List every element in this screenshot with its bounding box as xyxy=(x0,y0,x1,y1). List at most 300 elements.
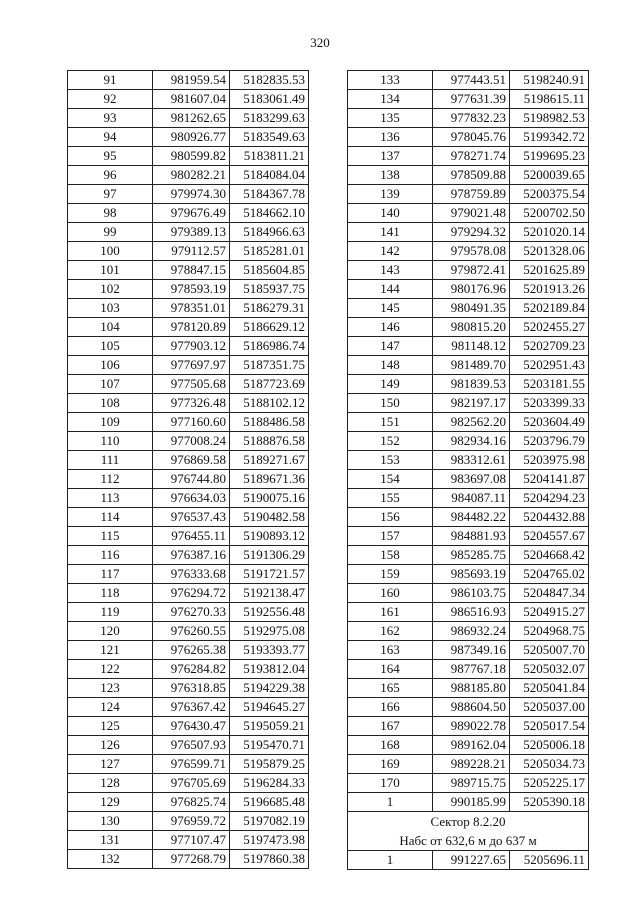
y-coordinate-cell: 5203604.49 xyxy=(510,413,589,432)
table-row xyxy=(348,413,589,432)
x-coordinate-cell: 979578.08 xyxy=(433,242,510,261)
y-coordinate-cell: 5204968.75 xyxy=(510,622,589,641)
x-coordinate-cell: 988604.50 xyxy=(433,698,510,717)
y-coordinate-cell: 5202455.27 xyxy=(510,318,589,337)
point-number-cell: 160 xyxy=(348,584,433,603)
point-number-cell: 139 xyxy=(348,185,433,204)
table-row xyxy=(68,451,309,470)
x-coordinate-cell: 976634.03 xyxy=(153,489,230,508)
table-row xyxy=(348,774,589,793)
point-number-cell: 155 xyxy=(348,489,433,508)
x-coordinate-cell: 987349.16 xyxy=(433,641,510,660)
table-row xyxy=(348,223,589,242)
x-coordinate-cell: 976318.85 xyxy=(153,679,230,698)
table-row xyxy=(68,166,309,185)
table-row xyxy=(348,793,589,812)
y-coordinate-cell: 5195470.71 xyxy=(230,736,309,755)
y-coordinate-cell: 5189271.67 xyxy=(230,451,309,470)
x-coordinate-cell: 978759.89 xyxy=(433,185,510,204)
y-coordinate-cell: 5183299.63 xyxy=(230,109,309,128)
point-number-cell: 156 xyxy=(348,508,433,527)
table-row xyxy=(348,717,589,736)
x-coordinate-cell: 979112.57 xyxy=(153,242,230,261)
y-coordinate-cell: 5186986.74 xyxy=(230,337,309,356)
x-coordinate-cell: 978045.76 xyxy=(433,128,510,147)
x-coordinate-cell: 980282.21 xyxy=(153,166,230,185)
x-coordinate-cell: 977631.39 xyxy=(433,90,510,109)
y-coordinate-cell: 5193812.04 xyxy=(230,660,309,679)
point-number-cell: 127 xyxy=(68,755,153,774)
x-coordinate-cell: 977326.48 xyxy=(153,394,230,413)
x-coordinate-cell: 988185.80 xyxy=(433,679,510,698)
y-coordinate-cell: 5187723.69 xyxy=(230,375,309,394)
y-coordinate-cell: 5186279.31 xyxy=(230,299,309,318)
y-coordinate-cell: 5205390.18 xyxy=(510,793,589,812)
x-coordinate-cell: 983697.08 xyxy=(433,470,510,489)
y-coordinate-cell: 5201625.89 xyxy=(510,261,589,280)
point-number-cell: 169 xyxy=(348,755,433,774)
point-number-cell: 143 xyxy=(348,261,433,280)
y-coordinate-cell: 5188876.58 xyxy=(230,432,309,451)
point-number-cell: 142 xyxy=(348,242,433,261)
point-number-cell: 93 xyxy=(68,109,153,128)
point-number-cell: 118 xyxy=(68,584,153,603)
table-row xyxy=(68,337,309,356)
y-coordinate-cell: 5197473.98 xyxy=(230,831,309,850)
table-row xyxy=(68,641,309,660)
point-number-cell: 170 xyxy=(348,774,433,793)
x-coordinate-cell: 981839.53 xyxy=(433,375,510,394)
table-row xyxy=(348,508,589,527)
point-number-cell: 144 xyxy=(348,280,433,299)
table-row xyxy=(348,584,589,603)
point-number-cell: 98 xyxy=(68,204,153,223)
sector-header-cell xyxy=(348,812,589,851)
y-coordinate-cell: 5195059.21 xyxy=(230,717,309,736)
x-coordinate-cell: 981489.70 xyxy=(433,356,510,375)
table-row xyxy=(348,755,589,774)
point-number-cell: 129 xyxy=(68,793,153,812)
y-coordinate-cell: 5205696.11 xyxy=(510,851,589,870)
y-coordinate-cell: 5187351.75 xyxy=(230,356,309,375)
point-number-cell: 128 xyxy=(68,774,153,793)
table-row xyxy=(68,717,309,736)
table-row xyxy=(348,185,589,204)
y-coordinate-cell: 5189671.36 xyxy=(230,470,309,489)
y-coordinate-cell: 5200702.50 xyxy=(510,204,589,223)
y-coordinate-cell: 5191306.29 xyxy=(230,546,309,565)
x-coordinate-cell: 989162.04 xyxy=(433,736,510,755)
x-coordinate-cell: 981262.65 xyxy=(153,109,230,128)
x-coordinate-cell: 977160.60 xyxy=(153,413,230,432)
point-number-cell: 117 xyxy=(68,565,153,584)
x-coordinate-cell: 977268.79 xyxy=(153,850,230,869)
y-coordinate-cell: 5204141.87 xyxy=(510,470,589,489)
table-row xyxy=(348,679,589,698)
point-number-cell: 111 xyxy=(68,451,153,470)
table-row xyxy=(348,527,589,546)
y-coordinate-cell: 5203181.55 xyxy=(510,375,589,394)
y-coordinate-cell: 5184966.63 xyxy=(230,223,309,242)
table-row xyxy=(348,432,589,451)
table-row xyxy=(348,299,589,318)
point-number-cell: 153 xyxy=(348,451,433,470)
x-coordinate-cell: 984881.93 xyxy=(433,527,510,546)
y-coordinate-cell: 5204765.02 xyxy=(510,565,589,584)
y-coordinate-cell: 5202189.84 xyxy=(510,299,589,318)
x-coordinate-cell: 984087.11 xyxy=(433,489,510,508)
y-coordinate-cell: 5204915.27 xyxy=(510,603,589,622)
point-number-cell: 166 xyxy=(348,698,433,717)
point-number-cell: 136 xyxy=(348,128,433,147)
point-number-cell: 113 xyxy=(68,489,153,508)
point-number-cell: 130 xyxy=(68,812,153,831)
x-coordinate-cell: 980926.77 xyxy=(153,128,230,147)
page-number: 320 xyxy=(310,35,330,50)
point-number-cell: 163 xyxy=(348,641,433,660)
table-row xyxy=(68,185,309,204)
y-coordinate-cell: 5188102.12 xyxy=(230,394,309,413)
x-coordinate-cell: 979021.48 xyxy=(433,204,510,223)
y-coordinate-cell: 5198240.91 xyxy=(510,71,589,90)
y-coordinate-cell: 5201328.06 xyxy=(510,242,589,261)
sector-title: Сектор 8.2.20 xyxy=(430,814,506,829)
y-coordinate-cell: 5182835.53 xyxy=(230,71,309,90)
y-coordinate-cell: 5184367.78 xyxy=(230,185,309,204)
point-number-cell: 92 xyxy=(68,90,153,109)
point-number-cell: 119 xyxy=(68,603,153,622)
table-row xyxy=(348,451,589,470)
sector-header-row xyxy=(348,812,589,851)
y-coordinate-cell: 5203975.98 xyxy=(510,451,589,470)
y-coordinate-cell: 5205037.00 xyxy=(510,698,589,717)
x-coordinate-cell: 976387.16 xyxy=(153,546,230,565)
x-coordinate-cell: 985285.75 xyxy=(433,546,510,565)
table-row xyxy=(68,698,309,717)
point-number-cell: 137 xyxy=(348,147,433,166)
table-row xyxy=(68,356,309,375)
point-number-cell: 126 xyxy=(68,736,153,755)
table-row xyxy=(68,622,309,641)
y-coordinate-cell: 5185604.85 xyxy=(230,261,309,280)
y-coordinate-cell: 5195879.25 xyxy=(230,755,309,774)
y-coordinate-cell: 5190075.16 xyxy=(230,489,309,508)
point-number-cell: 125 xyxy=(68,717,153,736)
y-coordinate-cell: 5204432.88 xyxy=(510,508,589,527)
y-coordinate-cell: 5197082.19 xyxy=(230,812,309,831)
y-coordinate-cell: 5184084.04 xyxy=(230,166,309,185)
point-number-cell: 116 xyxy=(68,546,153,565)
point-number-cell: 151 xyxy=(348,413,433,432)
x-coordinate-cell: 979872.41 xyxy=(433,261,510,280)
point-number-cell: 133 xyxy=(348,71,433,90)
x-coordinate-cell: 987767.18 xyxy=(433,660,510,679)
y-coordinate-cell: 5190893.12 xyxy=(230,527,309,546)
table-row xyxy=(68,394,309,413)
table-row xyxy=(68,147,309,166)
table-row xyxy=(68,527,309,546)
table-row xyxy=(68,470,309,489)
coordinates-table-right xyxy=(347,70,589,870)
table-row xyxy=(348,470,589,489)
y-coordinate-cell: 5200039.65 xyxy=(510,166,589,185)
table-row xyxy=(348,489,589,508)
table-row xyxy=(348,280,589,299)
x-coordinate-cell: 980815.20 xyxy=(433,318,510,337)
point-number-cell: 121 xyxy=(68,641,153,660)
y-coordinate-cell: 5202951.43 xyxy=(510,356,589,375)
point-number-cell: 157 xyxy=(348,527,433,546)
x-coordinate-cell: 976333.68 xyxy=(153,565,230,584)
y-coordinate-cell: 5204294.23 xyxy=(510,489,589,508)
table-row xyxy=(68,109,309,128)
table-row xyxy=(68,793,309,812)
x-coordinate-cell: 983312.61 xyxy=(433,451,510,470)
x-coordinate-cell: 976284.82 xyxy=(153,660,230,679)
x-coordinate-cell: 981607.04 xyxy=(153,90,230,109)
point-number-cell: 152 xyxy=(348,432,433,451)
table-row xyxy=(348,261,589,280)
x-coordinate-cell: 982197.17 xyxy=(433,394,510,413)
table-row xyxy=(68,375,309,394)
x-coordinate-cell: 976507.93 xyxy=(153,736,230,755)
x-coordinate-cell: 989022.78 xyxy=(433,717,510,736)
x-coordinate-cell: 978847.15 xyxy=(153,261,230,280)
table-row xyxy=(68,299,309,318)
point-number-cell: 162 xyxy=(348,622,433,641)
table-row xyxy=(348,394,589,413)
table-row xyxy=(68,413,309,432)
x-coordinate-cell: 976825.74 xyxy=(153,793,230,812)
point-number-cell: 109 xyxy=(68,413,153,432)
table-row xyxy=(68,432,309,451)
point-number-cell: 158 xyxy=(348,546,433,565)
x-coordinate-cell: 979676.49 xyxy=(153,204,230,223)
point-number-cell: 124 xyxy=(68,698,153,717)
y-coordinate-cell: 5186629.12 xyxy=(230,318,309,337)
y-coordinate-cell: 5200375.54 xyxy=(510,185,589,204)
y-coordinate-cell: 5185937.75 xyxy=(230,280,309,299)
table-row xyxy=(68,90,309,109)
y-coordinate-cell: 5183811.21 xyxy=(230,147,309,166)
table-row xyxy=(348,318,589,337)
point-number-cell: 159 xyxy=(348,565,433,584)
table-row xyxy=(68,660,309,679)
y-coordinate-cell: 5201020.14 xyxy=(510,223,589,242)
table-row xyxy=(68,204,309,223)
x-coordinate-cell: 976270.33 xyxy=(153,603,230,622)
x-coordinate-cell: 986932.24 xyxy=(433,622,510,641)
table-row xyxy=(68,755,309,774)
point-number-cell: 94 xyxy=(68,128,153,147)
coordinates-table-left xyxy=(67,70,309,869)
y-coordinate-cell: 5194645.27 xyxy=(230,698,309,717)
x-coordinate-cell: 985693.19 xyxy=(433,565,510,584)
x-coordinate-cell: 986516.93 xyxy=(433,603,510,622)
point-number-cell: 91 xyxy=(68,71,153,90)
x-coordinate-cell: 976869.58 xyxy=(153,451,230,470)
point-number-cell: 103 xyxy=(68,299,153,318)
point-number-cell: 132 xyxy=(68,850,153,869)
table-row xyxy=(348,204,589,223)
x-coordinate-cell: 980599.82 xyxy=(153,147,230,166)
y-coordinate-cell: 5205225.17 xyxy=(510,774,589,793)
x-coordinate-cell: 984482.22 xyxy=(433,508,510,527)
table-row xyxy=(348,128,589,147)
point-number-cell: 108 xyxy=(68,394,153,413)
point-number-cell: 120 xyxy=(68,622,153,641)
table-row xyxy=(68,736,309,755)
point-number-cell: 140 xyxy=(348,204,433,223)
x-coordinate-cell: 979389.13 xyxy=(153,223,230,242)
x-coordinate-cell: 981959.54 xyxy=(153,71,230,90)
point-number-cell: 101 xyxy=(68,261,153,280)
point-number-cell: 107 xyxy=(68,375,153,394)
point-number-cell: 115 xyxy=(68,527,153,546)
x-coordinate-cell: 978351.01 xyxy=(153,299,230,318)
table-row xyxy=(348,603,589,622)
y-coordinate-cell: 5183061.49 xyxy=(230,90,309,109)
x-coordinate-cell: 982562.20 xyxy=(433,413,510,432)
y-coordinate-cell: 5204557.67 xyxy=(510,527,589,546)
table-row xyxy=(348,242,589,261)
table-row xyxy=(68,603,309,622)
table-row xyxy=(348,356,589,375)
y-coordinate-cell: 5185281.01 xyxy=(230,242,309,261)
y-coordinate-cell: 5204668.42 xyxy=(510,546,589,565)
sector-subtitle: Набс от 632,6 м до 637 м xyxy=(399,833,537,848)
point-number-cell: 131 xyxy=(68,831,153,850)
table-row xyxy=(348,622,589,641)
y-coordinate-cell: 5193393.77 xyxy=(230,641,309,660)
point-number-cell: 123 xyxy=(68,679,153,698)
table-row xyxy=(68,280,309,299)
table-row xyxy=(68,128,309,147)
point-number-cell: 135 xyxy=(348,109,433,128)
table-row xyxy=(68,584,309,603)
y-coordinate-cell: 5205032.07 xyxy=(510,660,589,679)
x-coordinate-cell: 978271.74 xyxy=(433,147,510,166)
table-row xyxy=(348,546,589,565)
x-coordinate-cell: 980176.96 xyxy=(433,280,510,299)
point-number-cell: 95 xyxy=(68,147,153,166)
table-row xyxy=(68,261,309,280)
x-coordinate-cell: 977832.23 xyxy=(433,109,510,128)
point-number-cell: 96 xyxy=(68,166,153,185)
x-coordinate-cell: 976959.72 xyxy=(153,812,230,831)
y-coordinate-cell: 5194229.38 xyxy=(230,679,309,698)
y-coordinate-cell: 5196685.48 xyxy=(230,793,309,812)
table-row xyxy=(68,489,309,508)
x-coordinate-cell: 976455.11 xyxy=(153,527,230,546)
point-number-cell: 1 xyxy=(348,851,433,870)
y-coordinate-cell: 5205007.70 xyxy=(510,641,589,660)
y-coordinate-cell: 5192975.08 xyxy=(230,622,309,641)
point-number-cell: 110 xyxy=(68,432,153,451)
y-coordinate-cell: 5203399.33 xyxy=(510,394,589,413)
x-coordinate-cell: 976265.38 xyxy=(153,641,230,660)
x-coordinate-cell: 981148.12 xyxy=(433,337,510,356)
point-number-cell: 1 xyxy=(348,793,433,812)
table-row xyxy=(348,337,589,356)
x-coordinate-cell: 989715.75 xyxy=(433,774,510,793)
table-row xyxy=(348,147,589,166)
y-coordinate-cell: 5202709.23 xyxy=(510,337,589,356)
table-row xyxy=(68,679,309,698)
point-number-cell: 149 xyxy=(348,375,433,394)
y-coordinate-cell: 5203796.79 xyxy=(510,432,589,451)
x-coordinate-cell: 977903.12 xyxy=(153,337,230,356)
x-coordinate-cell: 976260.55 xyxy=(153,622,230,641)
point-number-cell: 134 xyxy=(348,90,433,109)
table-row xyxy=(348,166,589,185)
x-coordinate-cell: 976430.47 xyxy=(153,717,230,736)
y-coordinate-cell: 5198615.11 xyxy=(510,90,589,109)
x-coordinate-cell: 989228.21 xyxy=(433,755,510,774)
table-row xyxy=(348,660,589,679)
point-number-cell: 114 xyxy=(68,508,153,527)
point-number-cell: 99 xyxy=(68,223,153,242)
x-coordinate-cell: 976744.80 xyxy=(153,470,230,489)
table-row xyxy=(68,850,309,869)
x-coordinate-cell: 990185.99 xyxy=(433,793,510,812)
x-coordinate-cell: 980491.35 xyxy=(433,299,510,318)
y-coordinate-cell: 5205006.18 xyxy=(510,736,589,755)
y-coordinate-cell: 5205041.84 xyxy=(510,679,589,698)
x-coordinate-cell: 976537.43 xyxy=(153,508,230,527)
y-coordinate-cell: 5191721.57 xyxy=(230,565,309,584)
x-coordinate-cell: 977008.24 xyxy=(153,432,230,451)
point-number-cell: 105 xyxy=(68,337,153,356)
table-row xyxy=(348,698,589,717)
point-number-cell: 146 xyxy=(348,318,433,337)
table-row xyxy=(68,223,309,242)
table-row xyxy=(348,109,589,128)
table-row xyxy=(68,774,309,793)
y-coordinate-cell: 5198982.53 xyxy=(510,109,589,128)
table-row xyxy=(348,641,589,660)
table-row xyxy=(68,812,309,831)
table-row xyxy=(68,508,309,527)
x-coordinate-cell: 991227.65 xyxy=(433,851,510,870)
point-number-cell: 122 xyxy=(68,660,153,679)
x-coordinate-cell: 976705.69 xyxy=(153,774,230,793)
x-coordinate-cell: 976294.72 xyxy=(153,584,230,603)
point-number-cell: 145 xyxy=(348,299,433,318)
point-number-cell: 161 xyxy=(348,603,433,622)
table-row xyxy=(68,565,309,584)
point-number-cell: 112 xyxy=(68,470,153,489)
x-coordinate-cell: 986103.75 xyxy=(433,584,510,603)
point-number-cell: 167 xyxy=(348,717,433,736)
table-row xyxy=(348,851,589,870)
x-coordinate-cell: 976367.42 xyxy=(153,698,230,717)
y-coordinate-cell: 5192138.47 xyxy=(230,584,309,603)
y-coordinate-cell: 5188486.58 xyxy=(230,413,309,432)
x-coordinate-cell: 977697.97 xyxy=(153,356,230,375)
point-number-cell: 147 xyxy=(348,337,433,356)
point-number-cell: 154 xyxy=(348,470,433,489)
y-coordinate-cell: 5183549.63 xyxy=(230,128,309,147)
y-coordinate-cell: 5197860.38 xyxy=(230,850,309,869)
table-row xyxy=(348,565,589,584)
x-coordinate-cell: 977107.47 xyxy=(153,831,230,850)
point-number-cell: 150 xyxy=(348,394,433,413)
point-number-cell: 104 xyxy=(68,318,153,337)
point-number-cell: 97 xyxy=(68,185,153,204)
table-row xyxy=(68,71,309,90)
table-row xyxy=(348,375,589,394)
